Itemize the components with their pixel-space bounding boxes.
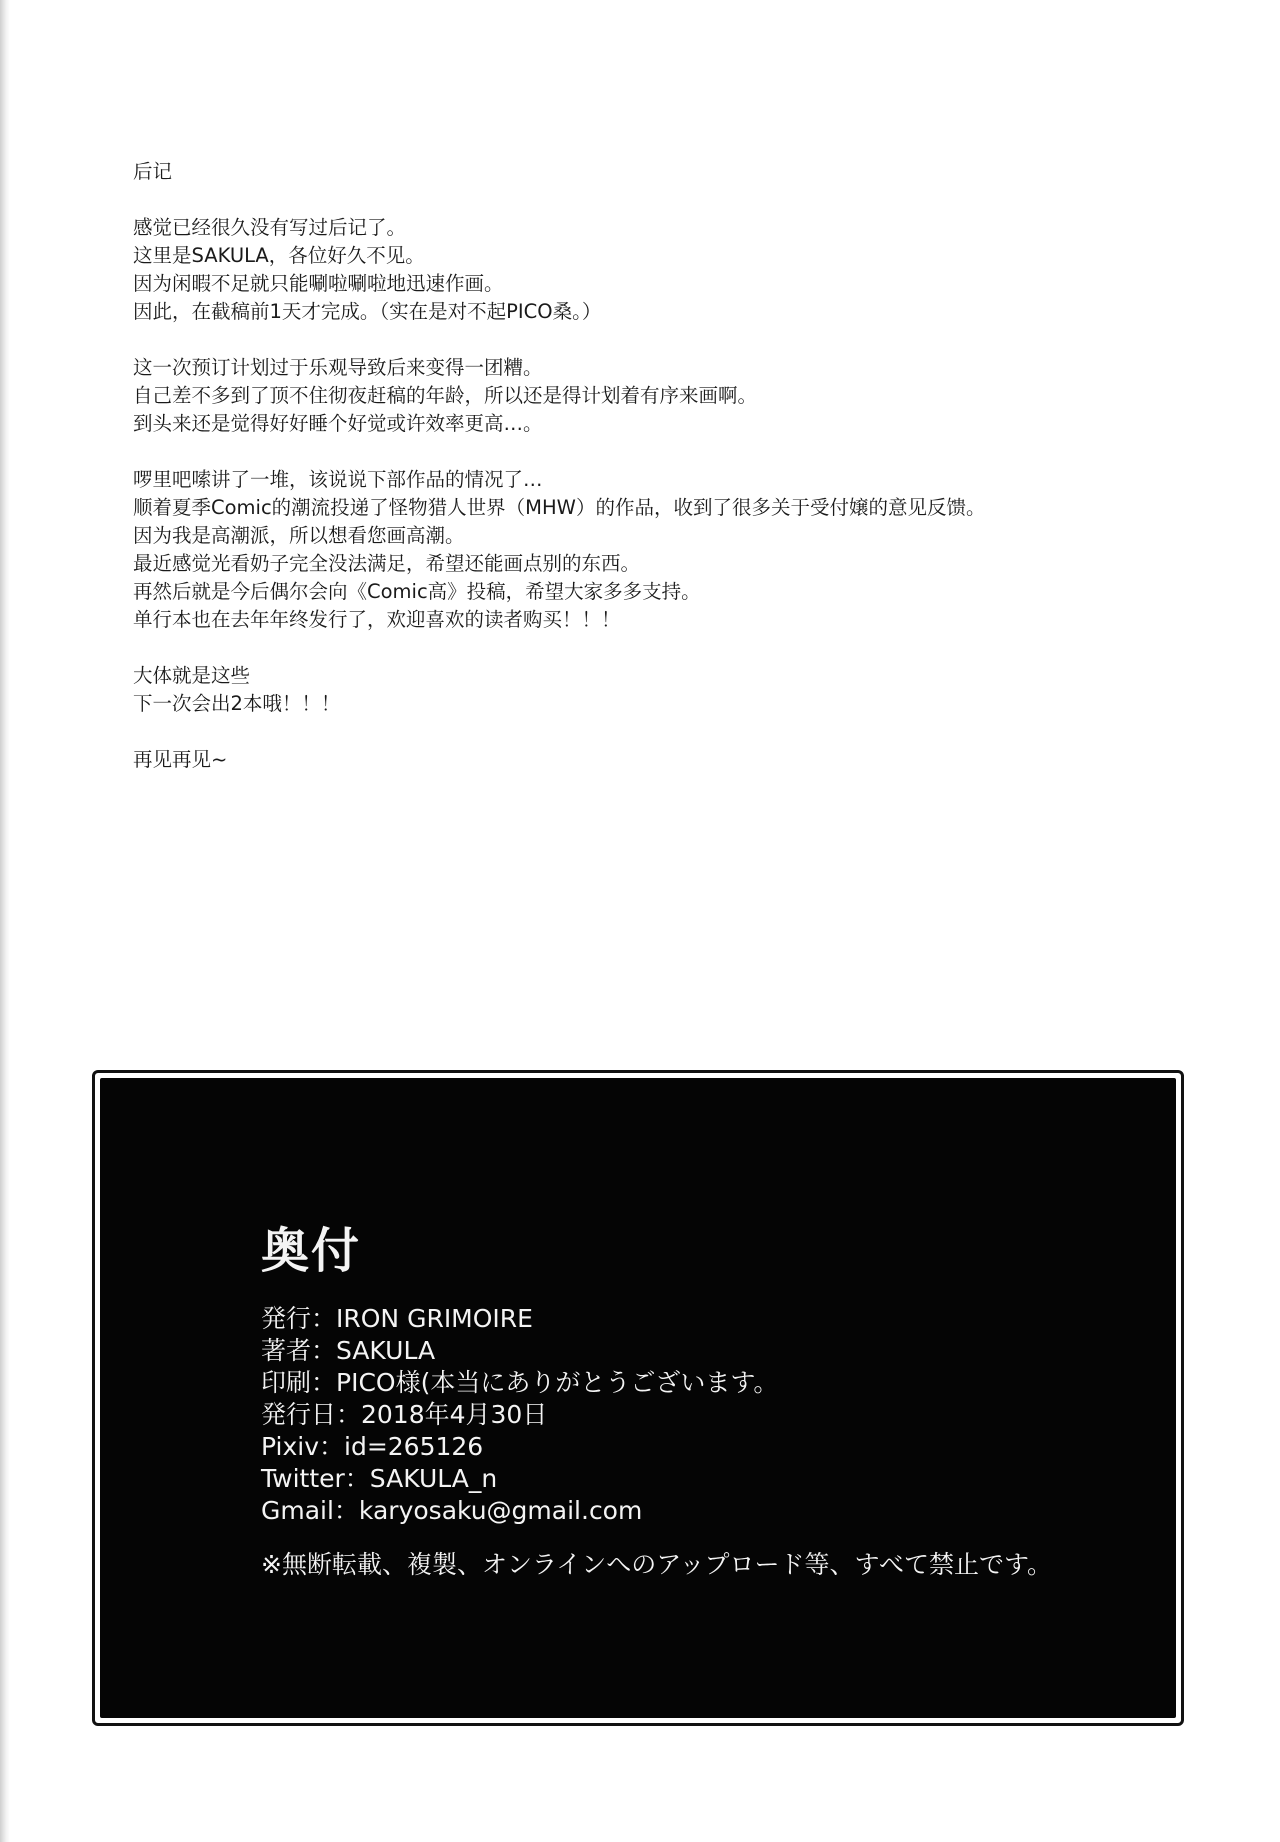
colophon-title: 奥付 [261, 1223, 362, 1279]
afterword-line: 下一次会出2本哦！！！ [133, 692, 341, 715]
page-edge-shadow [0, 0, 10, 1842]
afterword-line: 啰里吧嗦讲了一堆，该说说下部作品的情况了… [133, 468, 543, 491]
colophon-notice: ※無断転載、複製、オンラインへのアップロード等、すべて禁止です。 [261, 1550, 1052, 1579]
colophon-printer: 印刷：PICO様(本当にありがとうございます。 [261, 1368, 779, 1397]
afterword-paragraph-1 [133, 214, 1133, 326]
colophon-frame [92, 1070, 1184, 1726]
afterword-line: 到头来还是觉得好好睡个好觉或许效率更高…。 [133, 412, 543, 435]
afterword-line: 再然后就是今后偶尔会向《Comic高》投稿，希望大家多多支持。 [133, 580, 701, 603]
colophon-publisher: 発行：IRON GRIMOIRE [261, 1304, 533, 1333]
afterword-line: 因为我是高潮派，所以想看您画高潮。 [133, 524, 465, 547]
afterword-line: 再见再见~ [133, 748, 228, 771]
colophon-twitter: Twitter：SAKULA_n [261, 1464, 498, 1493]
afterword-line: 自己差不多到了顶不住彻夜赶稿的年龄，所以还是得计划着有序来画啊。 [133, 384, 758, 407]
colophon-publish-date: 発行日：2018年4月30日 [261, 1400, 548, 1429]
afterword-line: 大体就是这些 [133, 664, 251, 687]
colophon-gmail: Gmail：karyosaku@gmail.com [261, 1496, 643, 1525]
afterword-line: 因为闲暇不足就只能唰啦唰啦地迅速作画。 [133, 272, 504, 295]
colophon-author: 著者：SAKULA [261, 1336, 436, 1365]
afterword-line: 感觉已经很久没有写过后记了。 [133, 216, 407, 239]
afterword-line: 最近感觉光看奶子完全没法满足，希望还能画点别的东西。 [133, 552, 641, 575]
afterword-line: 单行本也在去年年终发行了，欢迎喜欢的读者购买！！！ [133, 608, 621, 631]
afterword-paragraph-4 [133, 662, 1133, 718]
afterword-line: 这里是SAKULA，各位好久不见。 [133, 244, 425, 267]
afterword-line: 因此，在截稿前1天才完成。（实在是对不起PICO桑。） [133, 300, 602, 323]
colophon-pixiv: Pixiv：id=265126 [261, 1432, 484, 1461]
afterword-paragraph-3 [133, 466, 1133, 634]
afterword-paragraph-5 [133, 746, 1133, 774]
afterword-section [133, 158, 1133, 802]
colophon-content [261, 1221, 1052, 1581]
afterword-paragraph-2 [133, 354, 1133, 438]
afterword-line: 顺着夏季Comic的潮流投递了怪物猎人世界（MHW）的作品，收到了很多关于受付嬢的意见反馈。 [133, 496, 986, 519]
colophon-box [100, 1078, 1176, 1718]
afterword-line: 这一次预订计划过于乐观导致后来变得一团糟。 [133, 356, 543, 379]
afterword-title: 后记 [133, 160, 173, 183]
